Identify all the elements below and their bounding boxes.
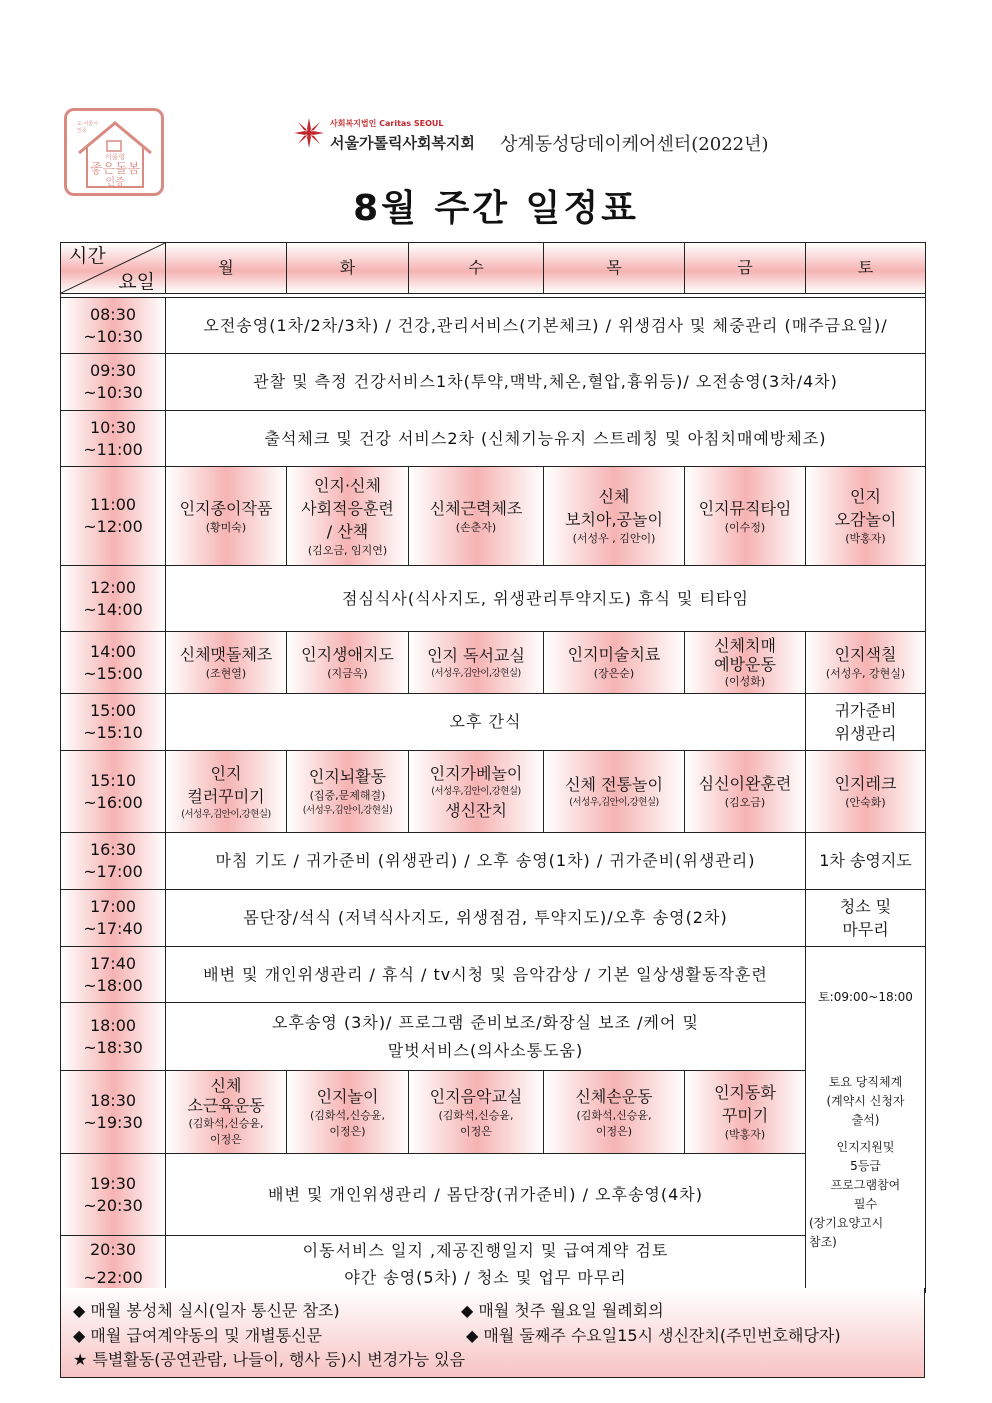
schedule-row: [61, 354, 926, 411]
activity-cell: 이동서비스 일지 ,제공진행일지 및 급여계약 검토 야간 송영(5차) / 청소 및 업무 마무리: [166, 1236, 806, 1293]
time-cell: 10:30 ~11:00: [61, 411, 166, 467]
corner-header: [61, 243, 166, 294]
time-cell: 14:00 ~15:00: [61, 632, 166, 694]
program-cell: 인지 컬러꾸미기 (서성우,김안이,강현실): [166, 751, 287, 833]
time-cell: 17:00 ~17:40: [61, 890, 166, 947]
schedule-row: [61, 1003, 926, 1071]
program-cell: 인지뮤직타임 (이수정): [685, 467, 806, 566]
organization-header: [292, 114, 792, 158]
program-cell: 인지 오감놀이 (박홍자): [806, 467, 926, 566]
time-cell: 17:40 ~18:00: [61, 947, 166, 1003]
logo-top: 서울형: [104, 153, 126, 161]
program-cell: 인지놀이 (김화석,신승윤, 이정은): [287, 1071, 409, 1154]
activity-cell: 마침 기도 / 귀가준비 (위생관리) / 오후 송영(1차) / 귀가준비(위생관리): [166, 833, 806, 890]
time-cell: 20:30 ~22:00: [61, 1236, 166, 1293]
program-cell: 인지가베놀이 (서성우,김안이,강현실) 생신잔치: [409, 751, 544, 833]
day-tue: 화: [287, 243, 409, 294]
note-item: ◆ 매월 첫주 월요일 월례회의: [461, 1301, 664, 1320]
schedule-row: [61, 298, 926, 354]
program-cell: 인지동화 꾸미기 (박홍자): [685, 1071, 806, 1154]
activity-cell: 오후 간식: [166, 694, 806, 751]
program-cell: 신체 전통놀이 (서성우,김안이,강현실): [544, 751, 685, 833]
program-cell: 신체 보치아,공놀이 (서성우 , 김안이): [544, 467, 685, 566]
note-item: ★ 특별활동(공연관람, 나들이, 행사 등)시 변경가능 있음: [73, 1350, 466, 1369]
org-small-label: 사회복지법인 Caritas SEOUL: [330, 119, 444, 128]
time-cell: 15:00 ~15:10: [61, 694, 166, 751]
day-wed: 수: [409, 243, 544, 294]
schedule-row: [61, 947, 926, 1003]
org-name: 서울가톨릭사회복지회: [330, 134, 475, 152]
schedule-table: [60, 242, 926, 1293]
activity-cell: 출석체크 및 건강 서비스2차 (신체기능유지 스트레칭 및 아침치매예방체조): [166, 411, 926, 467]
caritas-flame-icon: [292, 116, 326, 150]
program-cell: 인지미술치료 (장은순): [544, 632, 685, 694]
time-cell: 18:30 ~19:30: [61, 1071, 166, 1154]
program-cell: 인지뇌활동 (집중,문제해결) (서성우,김안이,강현실): [287, 751, 409, 833]
program-cell: 인지레크 (안숙화): [806, 751, 926, 833]
activity-cell: 오후송영 (3차)/ 프로그램 준비보조/화장실 보조 /케어 및 말벗서비스(의사소통도움): [166, 1003, 806, 1071]
program-cell: 인지 독서교실 (서성우,김안이,강현실): [409, 632, 544, 694]
activity-cell: 몸단장/석식 (저녁식사지도, 위생점검, 투약지도)/오후 송영(2차): [166, 890, 806, 947]
time-cell: 08:30 ~10:30: [61, 298, 166, 354]
note-item: ◆ 매월 급여계약동의 및 개별통신문: [73, 1326, 323, 1345]
activity-cell: 배변 및 개인위생관리 / 휴식 / tv시청 및 음악감상 / 기본 일상생활동작훈련: [166, 947, 806, 1003]
program-cell: 인지종이작품 (황미숙): [166, 467, 287, 566]
schedule-row: [61, 890, 926, 947]
program-cell: 신체근력체조 (손춘자): [409, 467, 544, 566]
activity-cell: 오전송영(1차/2차/3차) / 건강,관리서비스(기본체크) / 위생검사 및 체중관리 (매주금요일)/: [166, 298, 926, 354]
schedule-row: [61, 566, 926, 632]
schedule-row: [61, 1154, 926, 1236]
schedule-row: [61, 1071, 926, 1154]
time-cell: 18:00 ~18:30: [61, 1003, 166, 1071]
header-row: [61, 243, 926, 294]
logo-small1: 도·서울시: [77, 121, 98, 127]
schedule-row: [61, 1236, 926, 1293]
time-cell: 16:30 ~17:00: [61, 833, 166, 890]
time-cell: 12:00 ~14:00: [61, 566, 166, 632]
day-header: 요일: [118, 271, 155, 293]
page-title: 8월 주간 일정표: [353, 188, 639, 229]
program-cell: 인지생애지도 (지금옥): [287, 632, 409, 694]
saturday-cell: 귀가준비 위생관리: [806, 694, 926, 751]
note-item: ◆ 매월 둘째주 수요일15시 생신잔치(주민번호해당자): [466, 1326, 841, 1345]
schedule-row: [61, 751, 926, 833]
notes-box: [60, 1288, 925, 1378]
day-sat: 토: [806, 243, 926, 294]
logo-small2: 인증: [77, 128, 87, 134]
program-cell: 인지·신체 사회적응훈련 / 산책 (김오금, 임지연): [287, 467, 409, 566]
program-cell: 신체 소근육운동 (김화석,신승윤, 이정은: [166, 1071, 287, 1154]
program-cell: 심신이완훈련 (김오금): [685, 751, 806, 833]
schedule-row: [61, 632, 926, 694]
schedule-row: [61, 411, 926, 467]
activity-cell: 관찰 및 측정 건강서비스1차(투약,맥박,체온,혈압,흉위등)/ 오전송영(3차/4차): [166, 354, 926, 411]
day-fri: 금: [685, 243, 806, 294]
day-thu: 목: [544, 243, 685, 294]
saturday-note-cell: 토:09:00~18:00 토요 당직체계 (계약시 신청자 출석) 인지지원및 5등급 프로그램참여 필수 (장기요양고시 참조): [806, 947, 926, 1293]
saturday-cell: 1차 송영지도: [806, 833, 926, 890]
program-cell: 인지색칠 (서성우, 강현실): [806, 632, 926, 694]
program-cell: 신체손운동 (김화석,신승윤, 이정은): [544, 1071, 685, 1154]
program-cell: 인지음악교실 (김화석,신승윤, 이정은: [409, 1071, 544, 1154]
day-mon: 월: [166, 243, 287, 294]
schedule-row: [61, 694, 926, 751]
activity-cell: 배변 및 개인위생관리 / 몸단장(귀가준비) / 오후송영(4차): [166, 1154, 806, 1236]
time-cell: 15:10 ~16:00: [61, 751, 166, 833]
logo-brand: 좋은돌봄: [89, 162, 141, 177]
note-item: ◆ 매월 봉성체 실시(일자 통신문 참조): [73, 1301, 340, 1320]
program-cell: 신체맷돌체조 (조현열): [166, 632, 287, 694]
time-header: 시간: [69, 245, 106, 267]
logo-brand2: 인증: [105, 177, 125, 188]
program-cell: 신체치매 예방운동 (이성화): [685, 632, 806, 694]
schedule-row: [61, 833, 926, 890]
saturday-cell: 청소 및 마무리: [806, 890, 926, 947]
time-cell: 19:30 ~20:30: [61, 1154, 166, 1236]
time-cell: 09:30 ~10:30: [61, 354, 166, 411]
time-cell: 11:00 ~12:00: [61, 467, 166, 566]
activity-cell: 점심식사(식사지도, 위생관리투약지도) 휴식 및 티타임: [166, 566, 926, 632]
schedule-row: [61, 467, 926, 566]
center-name: 상계동성당데이케어센터(2022년): [500, 134, 769, 155]
